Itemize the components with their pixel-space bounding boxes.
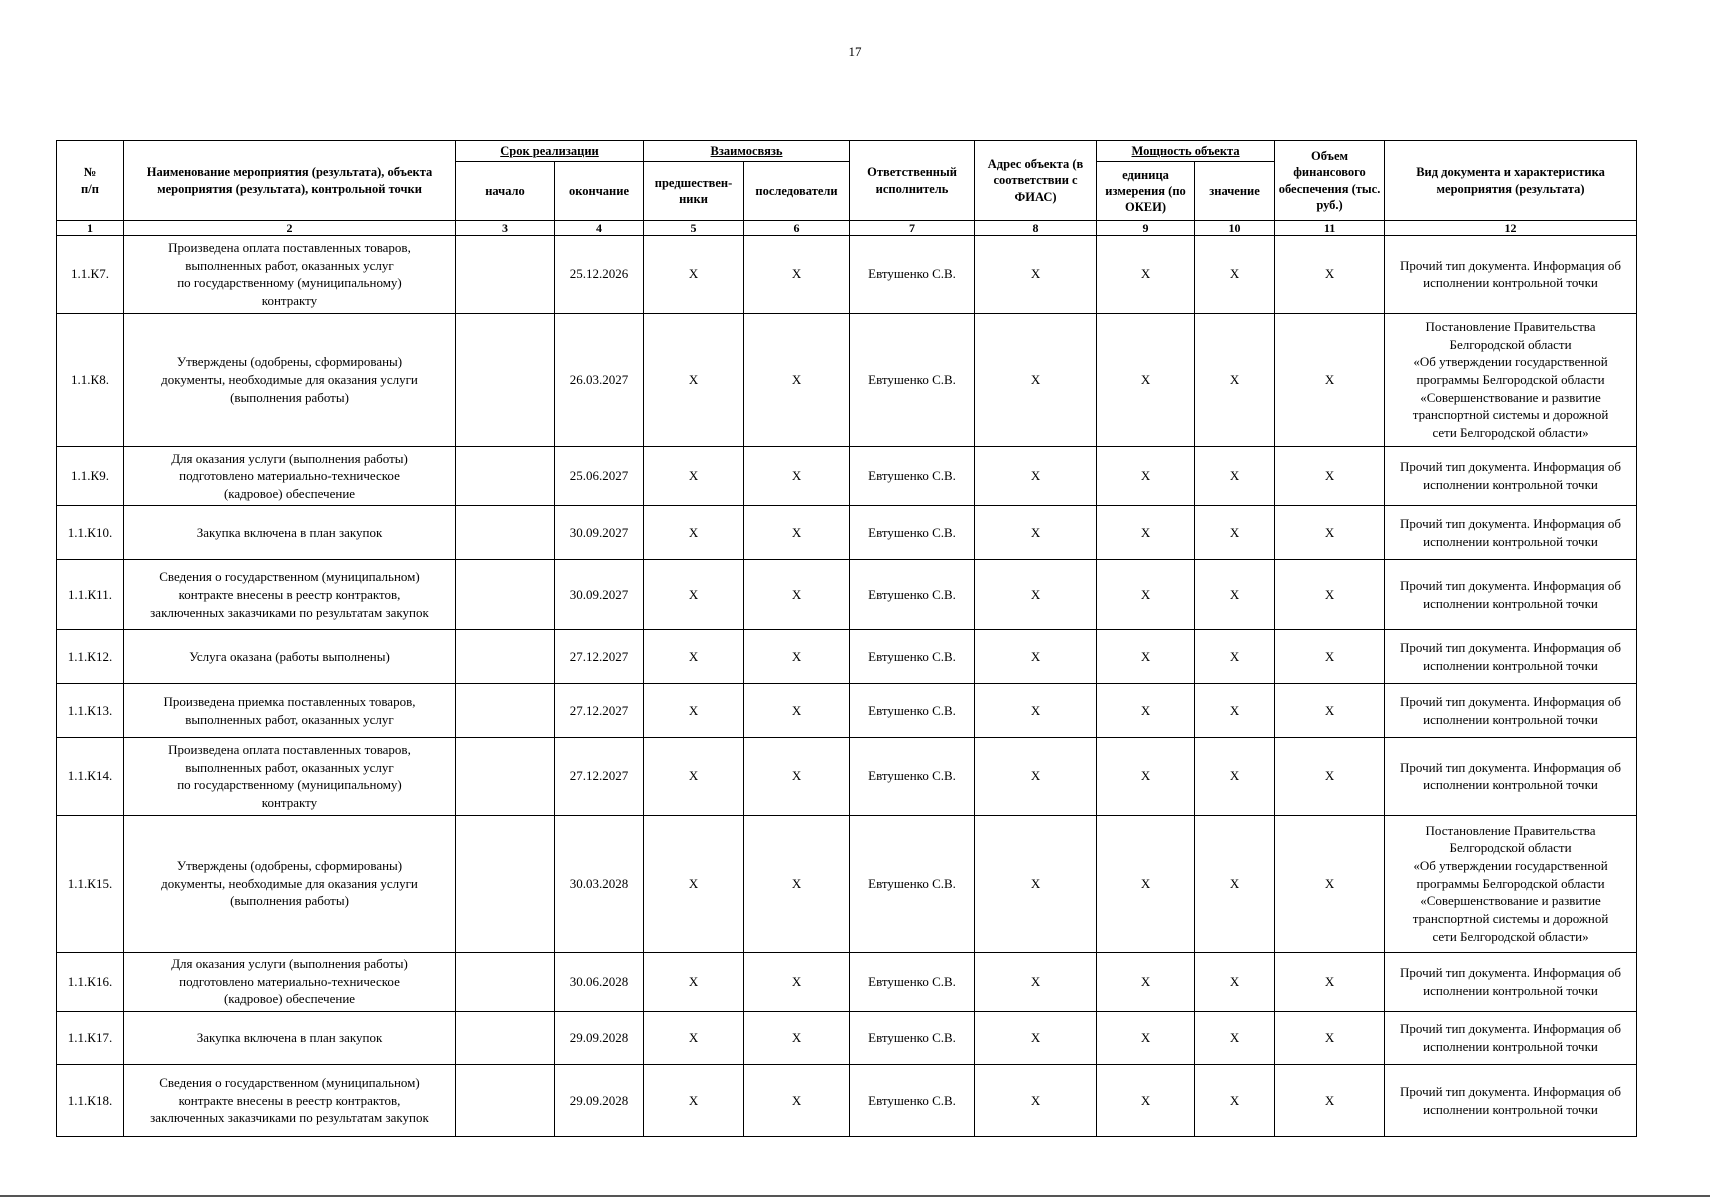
row-end-date: 27.12.2027 bbox=[555, 684, 644, 738]
row-address: Х bbox=[975, 313, 1097, 447]
row-end-date: 29.09.2028 bbox=[555, 1065, 644, 1137]
table-row bbox=[57, 506, 1637, 560]
row-executor: Евтушенко С.В. bbox=[850, 559, 975, 630]
column-number: 3 bbox=[456, 221, 555, 236]
row-name: Сведения о государственном (муниципальном) контракте внесены в реестр контрактов, заключенных заказчиками по результатам закупок bbox=[124, 559, 456, 630]
row-finance: Х bbox=[1275, 236, 1385, 314]
row-executor: Евтушенко С.В. bbox=[850, 236, 975, 314]
table-row bbox=[57, 236, 1637, 314]
table-header bbox=[57, 141, 1637, 236]
header-finance: Объем финансового обеспечения (тыс. руб.) bbox=[1275, 141, 1385, 221]
row-predecessors: Х bbox=[644, 815, 744, 952]
row-executor: Евтушенко С.В. bbox=[850, 447, 975, 506]
table-row bbox=[57, 630, 1637, 684]
row-document: Прочий тип документа. Информация об исполнении контрольной точки bbox=[1385, 559, 1637, 630]
row-finance: Х bbox=[1275, 684, 1385, 738]
row-executor: Евтушенко С.В. bbox=[850, 313, 975, 447]
header-value: значение bbox=[1195, 162, 1275, 221]
row-unit: Х bbox=[1097, 737, 1195, 815]
row-value: Х bbox=[1195, 1065, 1275, 1137]
row-successors: Х bbox=[744, 737, 850, 815]
row-predecessors: Х bbox=[644, 952, 744, 1011]
row-address: Х bbox=[975, 684, 1097, 738]
row-finance: Х bbox=[1275, 313, 1385, 447]
row-start-date bbox=[456, 559, 555, 630]
row-value: Х bbox=[1195, 1011, 1275, 1065]
header-successors: последователи bbox=[744, 162, 850, 221]
header-num: № п/п bbox=[57, 141, 124, 221]
row-value: Х bbox=[1195, 447, 1275, 506]
header-capacity: Мощность объекта bbox=[1097, 141, 1275, 162]
row-finance: Х bbox=[1275, 559, 1385, 630]
header-unit: единица измерения (по ОКЕИ) bbox=[1097, 162, 1195, 221]
row-successors: Х bbox=[744, 506, 850, 560]
row-end-date: 25.06.2027 bbox=[555, 447, 644, 506]
row-finance: Х bbox=[1275, 630, 1385, 684]
row-number: 1.1.К10. bbox=[57, 506, 124, 560]
table-row bbox=[57, 1065, 1637, 1137]
row-predecessors: Х bbox=[644, 236, 744, 314]
row-start-date bbox=[456, 815, 555, 952]
column-number: 12 bbox=[1385, 221, 1637, 236]
table-row bbox=[57, 1011, 1637, 1065]
row-address: Х bbox=[975, 236, 1097, 314]
row-end-date: 30.06.2028 bbox=[555, 952, 644, 1011]
row-predecessors: Х bbox=[644, 737, 744, 815]
column-number: 5 bbox=[644, 221, 744, 236]
row-successors: Х bbox=[744, 952, 850, 1011]
row-number: 1.1.К11. bbox=[57, 559, 124, 630]
row-executor: Евтушенко С.В. bbox=[850, 1011, 975, 1065]
row-predecessors: Х bbox=[644, 1011, 744, 1065]
row-document: Прочий тип документа. Информация об исполнении контрольной точки bbox=[1385, 447, 1637, 506]
row-unit: Х bbox=[1097, 815, 1195, 952]
row-address: Х bbox=[975, 737, 1097, 815]
row-name: Сведения о государственном (муниципальном) контракте внесены в реестр контрактов, заключенных заказчиками по результатам закупок bbox=[124, 1065, 456, 1137]
row-executor: Евтушенко С.В. bbox=[850, 737, 975, 815]
row-finance: Х bbox=[1275, 952, 1385, 1011]
row-end-date: 27.12.2027 bbox=[555, 737, 644, 815]
row-name: Произведена оплата поставленных товаров, выполненных работ, оказанных услуг по государственному (муниципальному) контракту bbox=[124, 236, 456, 314]
row-end-date: 30.09.2027 bbox=[555, 559, 644, 630]
row-name: Утверждены (одобрены, сформированы) документы, необходимые для оказания услуги (выполнения работы) bbox=[124, 313, 456, 447]
row-unit: Х bbox=[1097, 630, 1195, 684]
row-finance: Х bbox=[1275, 737, 1385, 815]
row-executor: Евтушенко С.В. bbox=[850, 506, 975, 560]
table-row bbox=[57, 815, 1637, 952]
row-value: Х bbox=[1195, 630, 1275, 684]
row-name: Утверждены (одобрены, сформированы) документы, необходимые для оказания услуги (выполнения работы) bbox=[124, 815, 456, 952]
row-name: Для оказания услуги (выполнения работы) подготовлено материально-техническое (кадровое) обеспечение bbox=[124, 952, 456, 1011]
row-predecessors: Х bbox=[644, 684, 744, 738]
row-finance: Х bbox=[1275, 1011, 1385, 1065]
row-value: Х bbox=[1195, 952, 1275, 1011]
table-row bbox=[57, 559, 1637, 630]
row-document: Прочий тип документа. Информация об исполнении контрольной точки bbox=[1385, 952, 1637, 1011]
row-unit: Х bbox=[1097, 236, 1195, 314]
row-value: Х bbox=[1195, 506, 1275, 560]
row-value: Х bbox=[1195, 559, 1275, 630]
row-end-date: 29.09.2028 bbox=[555, 1011, 644, 1065]
row-start-date bbox=[456, 313, 555, 447]
row-end-date: 27.12.2027 bbox=[555, 630, 644, 684]
row-name: Закупка включена в план закупок bbox=[124, 1011, 456, 1065]
column-number: 1 bbox=[57, 221, 124, 236]
row-unit: Х bbox=[1097, 1011, 1195, 1065]
row-number: 1.1.К13. bbox=[57, 684, 124, 738]
row-name: Услуга оказана (работы выполнены) bbox=[124, 630, 456, 684]
row-number: 1.1.К18. bbox=[57, 1065, 124, 1137]
row-finance: Х bbox=[1275, 1065, 1385, 1137]
row-start-date bbox=[456, 630, 555, 684]
row-successors: Х bbox=[744, 447, 850, 506]
row-number: 1.1.К17. bbox=[57, 1011, 124, 1065]
row-predecessors: Х bbox=[644, 313, 744, 447]
row-executor: Евтушенко С.В. bbox=[850, 630, 975, 684]
row-predecessors: Х bbox=[644, 1065, 744, 1137]
row-document: Прочий тип документа. Информация об исполнении контрольной точки bbox=[1385, 236, 1637, 314]
row-document: Прочий тип документа. Информация об исполнении контрольной точки bbox=[1385, 1065, 1637, 1137]
row-predecessors: Х bbox=[644, 630, 744, 684]
row-executor: Евтушенко С.В. bbox=[850, 952, 975, 1011]
row-address: Х bbox=[975, 559, 1097, 630]
row-start-date bbox=[456, 1011, 555, 1065]
row-finance: Х bbox=[1275, 447, 1385, 506]
header-executor: Ответственный исполнитель bbox=[850, 141, 975, 221]
row-unit: Х bbox=[1097, 684, 1195, 738]
row-document: Прочий тип документа. Информация об исполнении контрольной точки bbox=[1385, 630, 1637, 684]
row-executor: Евтушенко С.В. bbox=[850, 1065, 975, 1137]
row-end-date: 30.03.2028 bbox=[555, 815, 644, 952]
row-finance: Х bbox=[1275, 506, 1385, 560]
row-address: Х bbox=[975, 1065, 1097, 1137]
row-unit: Х bbox=[1097, 952, 1195, 1011]
table-row bbox=[57, 447, 1637, 506]
row-number: 1.1.К8. bbox=[57, 313, 124, 447]
row-document: Прочий тип документа. Информация об исполнении контрольной точки bbox=[1385, 684, 1637, 738]
column-number: 6 bbox=[744, 221, 850, 236]
row-number: 1.1.К14. bbox=[57, 737, 124, 815]
row-predecessors: Х bbox=[644, 559, 744, 630]
row-document: Постановление Правительства Белгородской области «Об утверждении государственной программы Белгородской области «Совершенствование и развитие транспортной системы и дорожной сети Белгородской области» bbox=[1385, 815, 1637, 952]
column-number: 9 bbox=[1097, 221, 1195, 236]
row-successors: Х bbox=[744, 1011, 850, 1065]
column-number: 8 bbox=[975, 221, 1097, 236]
table-row bbox=[57, 313, 1637, 447]
row-successors: Х bbox=[744, 630, 850, 684]
row-finance: Х bbox=[1275, 815, 1385, 952]
row-end-date: 30.09.2027 bbox=[555, 506, 644, 560]
row-value: Х bbox=[1195, 684, 1275, 738]
row-start-date bbox=[456, 737, 555, 815]
header-start: начало bbox=[456, 162, 555, 221]
row-end-date: 25.12.2026 bbox=[555, 236, 644, 314]
row-unit: Х bbox=[1097, 1065, 1195, 1137]
control-points-table bbox=[56, 140, 1637, 1137]
row-address: Х bbox=[975, 447, 1097, 506]
row-start-date bbox=[456, 236, 555, 314]
row-document: Прочий тип документа. Информация об исполнении контрольной точки bbox=[1385, 1011, 1637, 1065]
row-value: Х bbox=[1195, 737, 1275, 815]
scan-edge-divider bbox=[0, 1195, 1710, 1197]
row-unit: Х bbox=[1097, 447, 1195, 506]
table-row bbox=[57, 684, 1637, 738]
row-name: Закупка включена в план закупок bbox=[124, 506, 456, 560]
row-executor: Евтушенко С.В. bbox=[850, 684, 975, 738]
header-address: Адрес объекта (в соответствии с ФИАС) bbox=[975, 141, 1097, 221]
table-body bbox=[57, 236, 1637, 1137]
page-number: 17 bbox=[848, 44, 862, 59]
row-number: 1.1.К9. bbox=[57, 447, 124, 506]
row-successors: Х bbox=[744, 313, 850, 447]
row-value: Х bbox=[1195, 236, 1275, 314]
row-end-date: 26.03.2027 bbox=[555, 313, 644, 447]
row-address: Х bbox=[975, 815, 1097, 952]
row-number: 1.1.К16. bbox=[57, 952, 124, 1011]
column-number: 2 bbox=[124, 221, 456, 236]
row-address: Х bbox=[975, 1011, 1097, 1065]
row-document: Прочий тип документа. Информация об исполнении контрольной точки bbox=[1385, 737, 1637, 815]
row-predecessors: Х bbox=[644, 506, 744, 560]
row-successors: Х bbox=[744, 815, 850, 952]
row-start-date bbox=[456, 506, 555, 560]
column-number: 11 bbox=[1275, 221, 1385, 236]
row-name: Произведена приемка поставленных товаров, выполненных работ, оказанных услуг bbox=[124, 684, 456, 738]
row-unit: Х bbox=[1097, 559, 1195, 630]
row-unit: Х bbox=[1097, 506, 1195, 560]
column-numbers-row bbox=[57, 221, 1637, 236]
column-number: 10 bbox=[1195, 221, 1275, 236]
row-document: Прочий тип документа. Информация об исполнении контрольной точки bbox=[1385, 506, 1637, 560]
row-executor: Евтушенко С.В. bbox=[850, 815, 975, 952]
row-predecessors: Х bbox=[644, 447, 744, 506]
row-start-date bbox=[456, 1065, 555, 1137]
row-document: Постановление Правительства Белгородской области «Об утверждении государственной программы Белгородской области «Совершенствование и развитие транспортной системы и дорожной сети Белгородской области» bbox=[1385, 313, 1637, 447]
row-value: Х bbox=[1195, 815, 1275, 952]
row-start-date bbox=[456, 447, 555, 506]
row-name: Произведена оплата поставленных товаров, выполненных работ, оказанных услуг по государственному (муниципальному) контракту bbox=[124, 737, 456, 815]
table-row bbox=[57, 737, 1637, 815]
row-successors: Х bbox=[744, 236, 850, 314]
row-name: Для оказания услуги (выполнения работы) подготовлено материально-техническое (кадровое) обеспечение bbox=[124, 447, 456, 506]
header-doc: Вид документа и характеристика мероприятия (результата) bbox=[1385, 141, 1637, 221]
row-number: 1.1.К7. bbox=[57, 236, 124, 314]
table-row bbox=[57, 952, 1637, 1011]
column-number: 7 bbox=[850, 221, 975, 236]
row-successors: Х bbox=[744, 1065, 850, 1137]
header-end: окончание bbox=[555, 162, 644, 221]
row-address: Х bbox=[975, 506, 1097, 560]
row-successors: Х bbox=[744, 559, 850, 630]
header-period: Срок реализации bbox=[456, 141, 644, 162]
row-successors: Х bbox=[744, 684, 850, 738]
row-number: 1.1.К12. bbox=[57, 630, 124, 684]
row-unit: Х bbox=[1097, 313, 1195, 447]
row-address: Х bbox=[975, 952, 1097, 1011]
header-link: Взаимосвязь bbox=[644, 141, 850, 162]
row-address: Х bbox=[975, 630, 1097, 684]
row-start-date bbox=[456, 952, 555, 1011]
header-name: Наименование мероприятия (результата), объекта мероприятия (результата), контрольной точки bbox=[124, 141, 456, 221]
row-number: 1.1.К15. bbox=[57, 815, 124, 952]
row-start-date bbox=[456, 684, 555, 738]
column-number: 4 bbox=[555, 221, 644, 236]
header-predecessors: предшествен-ники bbox=[644, 162, 744, 221]
row-value: Х bbox=[1195, 313, 1275, 447]
